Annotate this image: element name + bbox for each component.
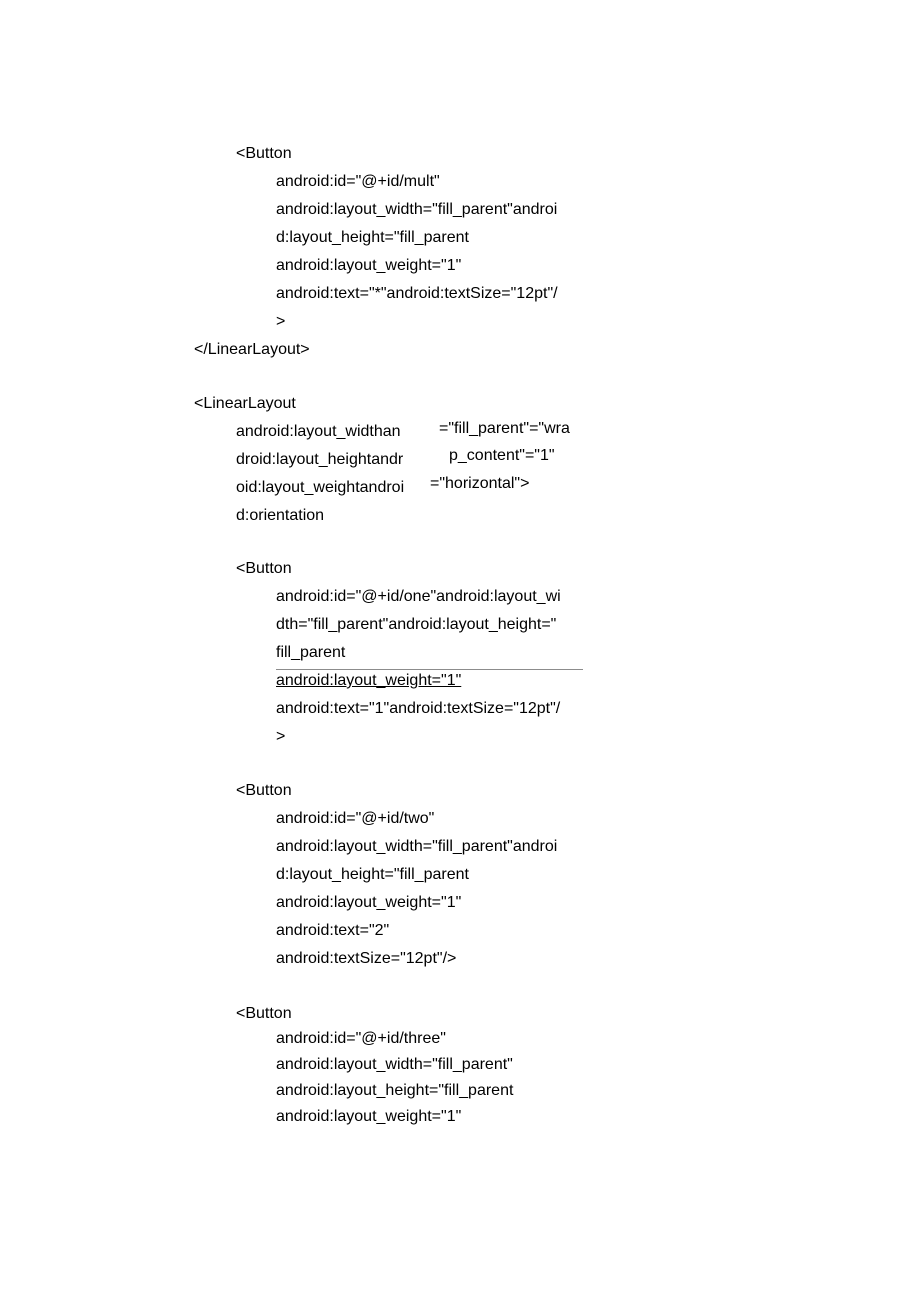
code-line: android:layout_weight="1" — [276, 672, 462, 689]
code-line: android:text="1"android:textSize="12pt"/ — [276, 700, 561, 717]
code-line: ="horizontal"> — [430, 475, 530, 492]
code-line: <Button — [236, 145, 292, 162]
code-line: <LinearLayout — [194, 395, 296, 412]
code-line: android:layout_weight="1" — [276, 257, 462, 274]
code-line: droid:layout_heightandr — [236, 451, 404, 468]
code-line: android:layout_weight="1" — [276, 1108, 462, 1125]
code-line: android:id="@+id/three" — [276, 1030, 446, 1047]
code-line: </LinearLayout> — [194, 341, 310, 358]
code-line: <Button — [236, 560, 292, 577]
code-line: android:layout_weight="1" — [276, 894, 462, 911]
code-line: android:layout_height="fill_parent — [276, 1082, 514, 1099]
code-line: android:layout_width="fill_parent" — [276, 1056, 513, 1073]
horizontal-rule — [276, 669, 583, 670]
code-line: fill_parent — [276, 644, 346, 661]
code-line: d:orientation — [236, 507, 325, 524]
code-line: android:layout_width="fill_parent"androi — [276, 201, 558, 218]
code-line: ="fill_parent"="wra — [439, 420, 570, 437]
code-line: android:textSize="12pt"/> — [276, 950, 457, 967]
code-line: > — [276, 313, 286, 330]
code-line: <Button — [236, 782, 292, 799]
code-line: android:id="@+id/one"android:layout_wi — [276, 588, 561, 605]
code-line: > — [276, 728, 286, 745]
code-line: <Button — [236, 1005, 292, 1022]
code-line: android:id="@+id/two" — [276, 810, 435, 827]
code-line: android:text="*"android:textSize="12pt"/ — [276, 285, 558, 302]
code-line: dth="fill_parent"android:layout_height=" — [276, 616, 557, 633]
code-line: d:layout_height="fill_parent — [276, 866, 469, 883]
code-line: android:layout_widthan — [236, 423, 401, 440]
code-line: android:layout_width="fill_parent"androi — [276, 838, 558, 855]
code-line: p_content"="1" — [449, 447, 555, 464]
code-line: android:id="@+id/mult" — [276, 173, 440, 190]
code-line: android:text="2" — [276, 922, 390, 939]
code-line: d:layout_height="fill_parent — [276, 229, 469, 246]
code-line: oid:layout_weightandroi — [236, 479, 405, 496]
